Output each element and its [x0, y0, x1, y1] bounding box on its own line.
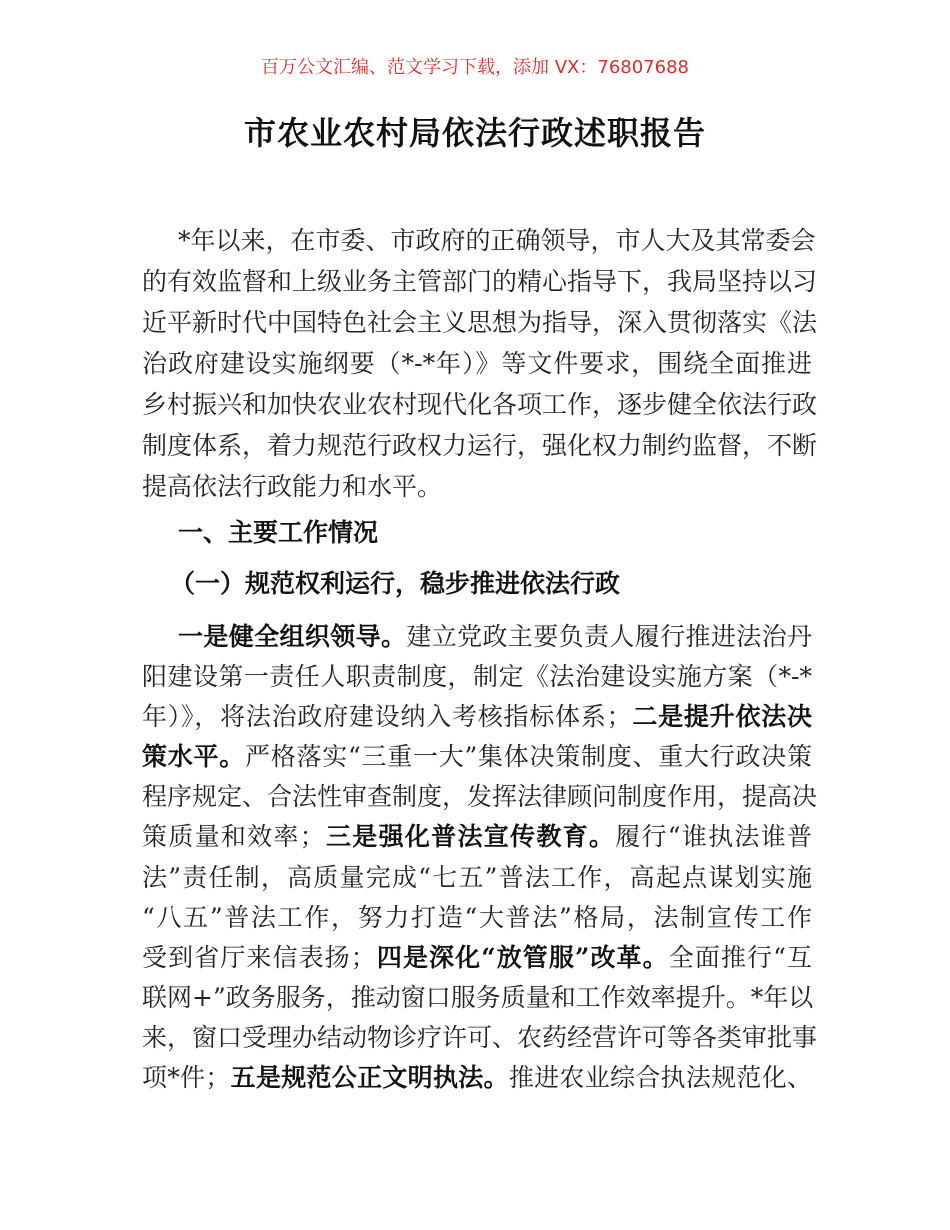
bold-lead-phrase: 三是强化普法宣传教育。 [324, 822, 616, 852]
text-line [142, 858, 812, 898]
watermark-banner: 百万公文汇编、范文学习下载，添加 VX：76807688 [261, 57, 689, 78]
text-line [142, 978, 812, 1018]
text-run: *年以来，在市委、市政府的正确领导，市人大及其常委会 [178, 226, 816, 255]
text-line [142, 343, 812, 384]
text-run: 的有效监督和上级业务主管部门的精心指导下，我局坚持以习 [142, 267, 818, 296]
subsection-heading: （一）规范权利运行，稳步推进依法行政 [170, 569, 621, 598]
bold-lead-phrase: 五是规范公正文明执法。 [230, 1063, 509, 1093]
text-run: 策质量和效率； [142, 822, 325, 852]
text-line [142, 817, 812, 857]
text-line [142, 617, 812, 657]
text-run: 严格落实“三重一大”集体决策制度、重大行政决策 [245, 742, 812, 772]
text-run: 履行“谁执法谁普 [615, 822, 812, 852]
bold-lead-phrase: 四是深化“放管服”改革。 [375, 942, 669, 972]
paragraph-intro [142, 220, 818, 507]
text-line [142, 777, 818, 817]
text-run: 法”责任制，高质量完成“七五”普法工作，高起点谋划实施 [142, 862, 812, 892]
text-line [142, 737, 812, 777]
text-line [142, 1018, 818, 1058]
text-run: 受到省厅来信表扬； [142, 942, 376, 972]
text-run: 推进农业综合执法规范化、 [508, 1063, 812, 1093]
paragraph-work-details [142, 617, 818, 1098]
text-run: 阳建设第一责任人职责制度，制定《法治建设实施方案（*-* [142, 662, 812, 692]
text-run: 程序规定、合法性审查制度，发挥法律顾问制度作用，提高决 [142, 782, 818, 812]
text-line [142, 697, 812, 737]
text-run: 来，窗口受理办结动物诊疗许可、农药经营许可等各类审批事 [142, 1022, 818, 1052]
bold-lead-phrase: 二是提升依法决 [631, 702, 812, 732]
text-line [142, 657, 812, 697]
bold-lead-phrase: 一是健全组织领导。 [178, 622, 407, 651]
text-line [142, 302, 818, 343]
text-run: 项*件； [142, 1063, 231, 1093]
text-run: 乡村振兴和加快农业农村现代化各项工作，逐步健全依法行政 [142, 390, 818, 419]
text-line [142, 220, 816, 261]
text-line [142, 1058, 812, 1098]
text-run: 近平新时代中国特色社会主义思想为指导，深入贯彻落实《法 [142, 308, 818, 337]
document-title: 市农业农村局依法行政述职报告 [243, 114, 706, 152]
section-heading: 一、主要工作情况 [178, 518, 379, 547]
text-run: “八五”普法工作，努力打造“大普法”格局，法制宣传工作 [142, 902, 812, 932]
bold-lead-phrase: 策水平。 [142, 742, 245, 772]
text-run: 制度体系，着力规范行政权力运行，强化权力制约监督，不断 [142, 431, 818, 460]
text-run: 联网+”政务服务，推动窗口服务质量和工作效率提升。*年以 [142, 982, 814, 1012]
text-run: 治政府建设实施纲要（*-*年）》等文件要求，围绕全面推进 [142, 349, 812, 378]
text-line [142, 425, 818, 466]
text-run: 年）》，将法治政府建设纳入考核指标体系； [142, 702, 632, 732]
text-run: 全面推行“互 [668, 942, 812, 972]
text-run: 提高依法行政能力和水平。 [142, 472, 443, 501]
text-line [142, 384, 818, 425]
text-line [142, 938, 812, 978]
text-line [142, 261, 818, 302]
text-run: 建立党政主要负责人履行推进法治丹 [406, 622, 812, 651]
text-line [142, 898, 812, 938]
text-line [142, 466, 812, 507]
